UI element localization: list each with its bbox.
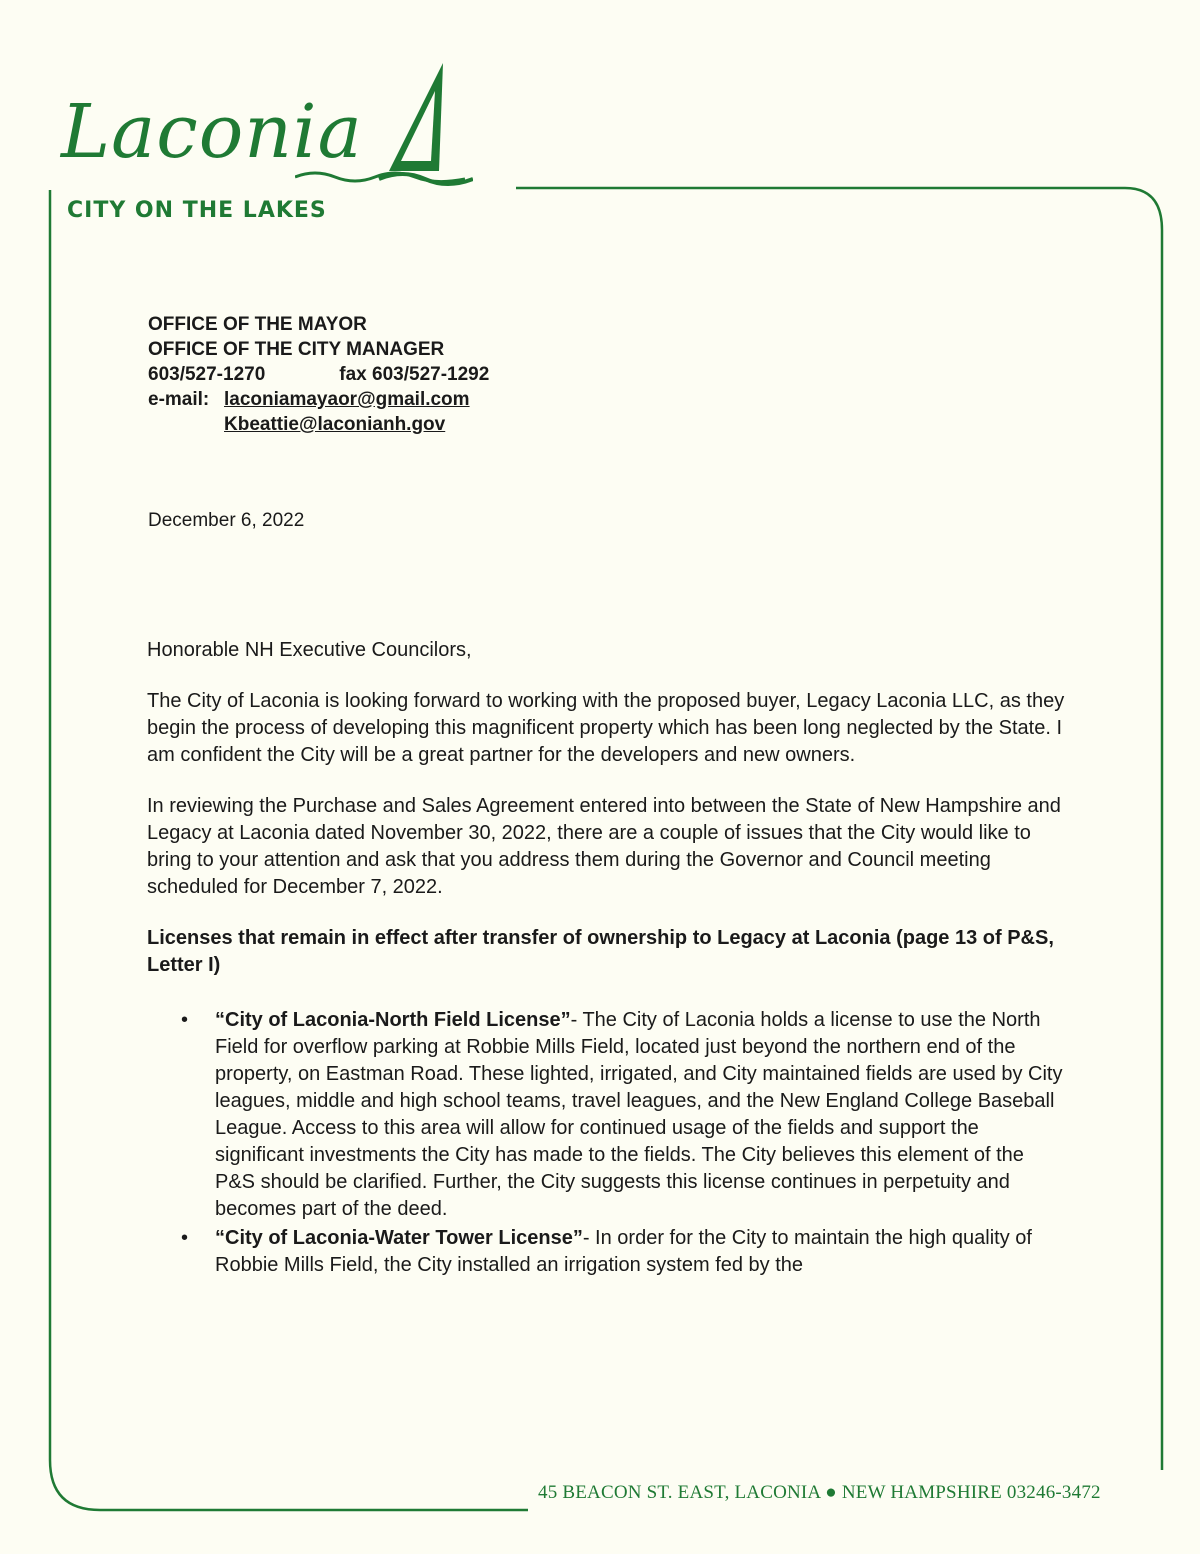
logo-wordmark: Laconia	[61, 89, 363, 175]
license-title: “City of Laconia-Water Tower License”	[215, 1227, 583, 1249]
license-text: - In order for the City to maintain the high quality of Robbie Mills Field, the City installed an irrigation system fed by the	[215, 1227, 1032, 1276]
license-list	[147, 1007, 1067, 1279]
email-line	[148, 387, 489, 412]
office-line-mayor: OFFICE OF THE MAYOR	[148, 314, 367, 335]
wave-icon	[295, 167, 465, 187]
list-item	[147, 1007, 1067, 1223]
license-title: “City of Laconia-North Field License”	[215, 1009, 571, 1031]
phone-fax-line	[148, 362, 489, 387]
letter-body	[147, 637, 1067, 1281]
office-line-manager: OFFICE OF THE CITY MANAGER	[148, 339, 445, 360]
license-text: - The City of Laconia holds a license to use the North Field for overflow parking at Robbie Mills Field, located just beyond the northern end of the property, on Eastman Road. These lighted, irrigated, and City maintained fields are used by City leagues, middle and high school teams, travel leagues, and the New England College Baseball League. Access to this area will allow for continued usage of the fields and support the significant investments the City has made to the fields. The City believes this element of the P&S should be clarified. Further, the City suggests this license continues in perpetuity and becomes part of the deed.	[215, 1009, 1063, 1220]
email-link-manager[interactable]: Kbeattie@laconianh.gov	[224, 414, 446, 435]
section-heading: Licenses that remain in effect after transfer of ownership to Legacy at Laconia (page 13 of P&S, Letter I)	[147, 927, 1054, 976]
logo-tagline: CITY ON THE LAKES	[67, 198, 327, 223]
footer-address: 45 BEACON ST. EAST, LACONIA ● NEW HAMPSHIRE 03246-3472	[538, 1482, 1101, 1503]
letter-date: December 6, 2022	[148, 510, 305, 531]
email-label: e-mail:	[148, 389, 210, 410]
paragraph: The City of Laconia is looking forward to working with the proposed buyer, Legacy Laconia LLC, as they begin the process of developing this magnificent property which has been long neglected by the State. I am confident the City will be a great partner for the developers and new owners.	[147, 690, 1065, 766]
email-line-2	[148, 412, 489, 437]
fax-number: fax 603/527-1292	[339, 364, 490, 385]
list-item	[147, 1225, 1067, 1279]
email-link-mayor[interactable]: laconiamayaor@gmail.com	[224, 389, 470, 410]
bullet-icon: •	[181, 1227, 189, 1249]
city-logo	[55, 55, 475, 230]
office-contact-block	[148, 312, 489, 437]
salutation: Honorable NH Executive Councilors,	[147, 639, 472, 661]
bullet-icon: •	[181, 1009, 189, 1031]
phone-number: 603/527-1270	[148, 364, 266, 385]
paragraph: In reviewing the Purchase and Sales Agreement entered into between the State of New Hampshire and Legacy at Laconia dated November 30, 2022, there are a couple of issues that the City would like to bring to your attention and ask that you address them during the Governor and Council meeting scheduled for December 7, 2022.	[147, 795, 1061, 898]
